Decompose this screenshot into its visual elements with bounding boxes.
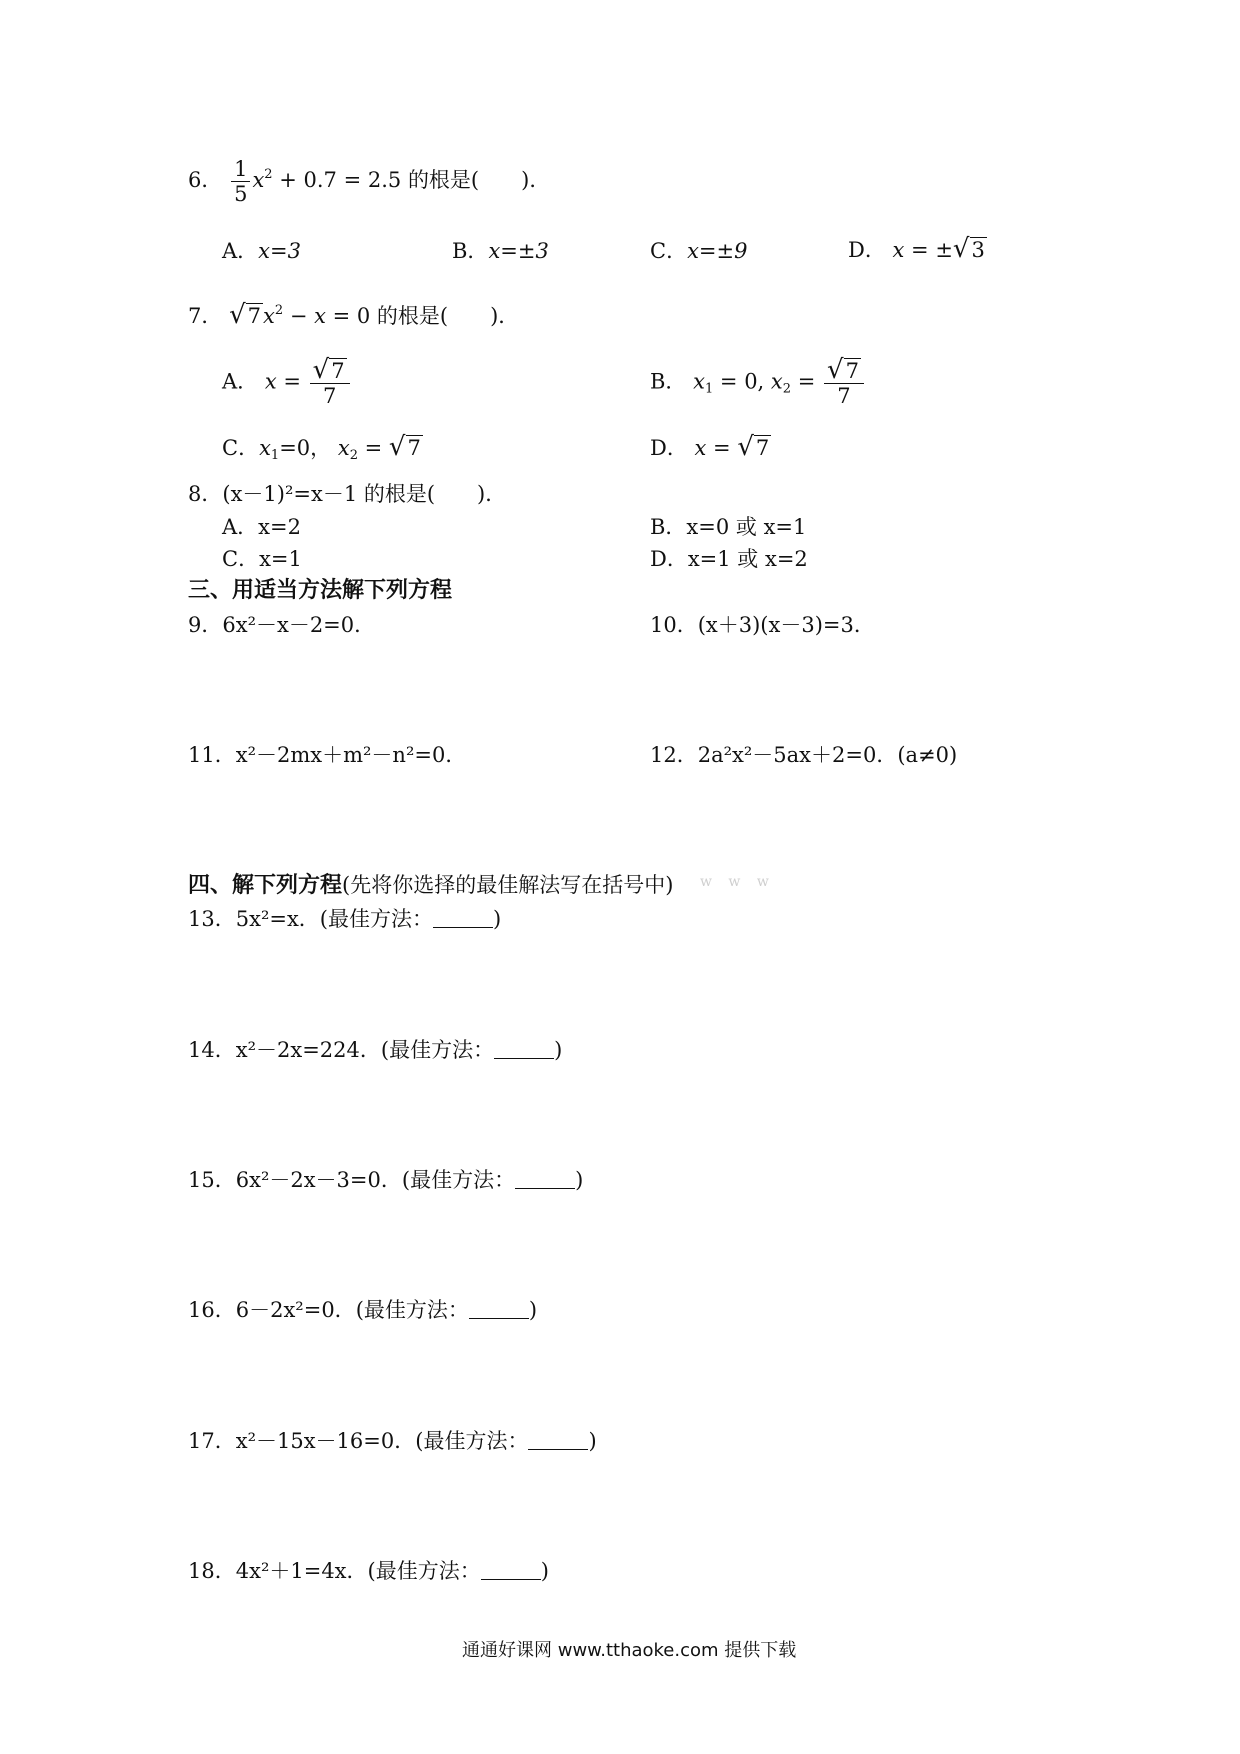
answer-blank[interactable] bbox=[515, 1170, 575, 1189]
method-label: (最佳方法： bbox=[367, 1559, 481, 1583]
q9: 9．6x²－x－2=0． bbox=[188, 613, 376, 637]
q7-option-a: A． x = $\frac{√7}{7}$ bbox=[222, 358, 352, 408]
q6-option-d: D． x = ±√3 bbox=[848, 234, 985, 264]
q8-stem: 8．(x－1)²=x－1 的根是( )． bbox=[188, 482, 507, 506]
q8-option-d: D．x=1 或 x=2 bbox=[650, 547, 808, 571]
section-4-instruction: (先将你选择的最佳解法写在括号中) bbox=[342, 873, 674, 897]
answer-blank[interactable] bbox=[469, 1300, 529, 1319]
q15: 15．6x²－2x－3=0．(最佳方法： ) bbox=[188, 1168, 584, 1192]
q6-tail: 的根是( )． bbox=[407, 168, 551, 192]
q11: 11．x²－2mx＋m²－n²=0． bbox=[188, 743, 467, 767]
section-3-heading: 三、用适当方法解下列方程 bbox=[188, 578, 453, 603]
method-label: (最佳方法： bbox=[355, 1298, 469, 1322]
q8-option-a: A．x=2 bbox=[222, 515, 301, 539]
page-footer: 通通好课网 www.tthaoke.com 提供下载 bbox=[462, 1640, 797, 1661]
q6-stem: 6． $\frac{1}{5}$ $x^2 + 0.7 = 2.5$ 的根是( )． bbox=[188, 157, 551, 206]
q10: 10．(x＋3)(x－3)=3． bbox=[650, 613, 875, 637]
section-4-heading bbox=[188, 872, 673, 899]
method-label: (最佳方法： bbox=[319, 907, 433, 931]
q6-number: 6． bbox=[188, 168, 223, 192]
q13: 13．5x²=x．(最佳方法： ) bbox=[188, 907, 502, 931]
answer-blank[interactable] bbox=[433, 909, 493, 928]
q7-option-c: C．$x_1=0$， $x_2 = √7$ bbox=[222, 432, 421, 463]
q18: 18．4x²＋1=4x．(最佳方法： ) bbox=[188, 1559, 549, 1583]
q7-option-d: D． x = √7 bbox=[650, 432, 770, 462]
method-label: (最佳方法： bbox=[415, 1429, 529, 1453]
q6-option-b: B．x=±3 bbox=[452, 239, 549, 263]
q17: 17．x²－15x－16=0．(最佳方法： ) bbox=[188, 1429, 597, 1453]
q6-fraction: $\frac{1}{5}$ bbox=[231, 157, 250, 206]
section-4-title: 四、解下列方程 bbox=[188, 873, 343, 898]
answer-blank[interactable] bbox=[528, 1431, 588, 1450]
q8-option-c: C．x=1 bbox=[222, 547, 302, 571]
answer-blank[interactable] bbox=[494, 1040, 554, 1059]
watermark: w w w bbox=[700, 874, 775, 890]
q7-tail: 的根是( )． bbox=[376, 304, 520, 328]
q6-option-a: A．x=3 bbox=[222, 239, 301, 263]
q14: 14．x²－2x=224．(最佳方法： ) bbox=[188, 1038, 563, 1062]
q7-number: 7． bbox=[188, 304, 223, 328]
q7-option-b: B． $x_1 = 0$, $x_2$ = $\frac{√7}{7}$ bbox=[650, 358, 866, 408]
q7-stem: 7． $√7x^2 - x = 0$ 的根是( )． bbox=[188, 300, 520, 330]
answer-blank[interactable] bbox=[481, 1561, 541, 1580]
q16: 16．6－2x²=0．(最佳方法： ) bbox=[188, 1298, 538, 1322]
method-label: (最佳方法： bbox=[401, 1168, 516, 1192]
method-label: (最佳方法： bbox=[380, 1038, 495, 1062]
q12: 12．2a²x²－5ax＋2=0．(a≠0) bbox=[650, 743, 958, 767]
q6-option-c: C．x=±9 bbox=[650, 239, 748, 263]
q8-option-b: B．x=0 或 x=1 bbox=[650, 515, 807, 539]
